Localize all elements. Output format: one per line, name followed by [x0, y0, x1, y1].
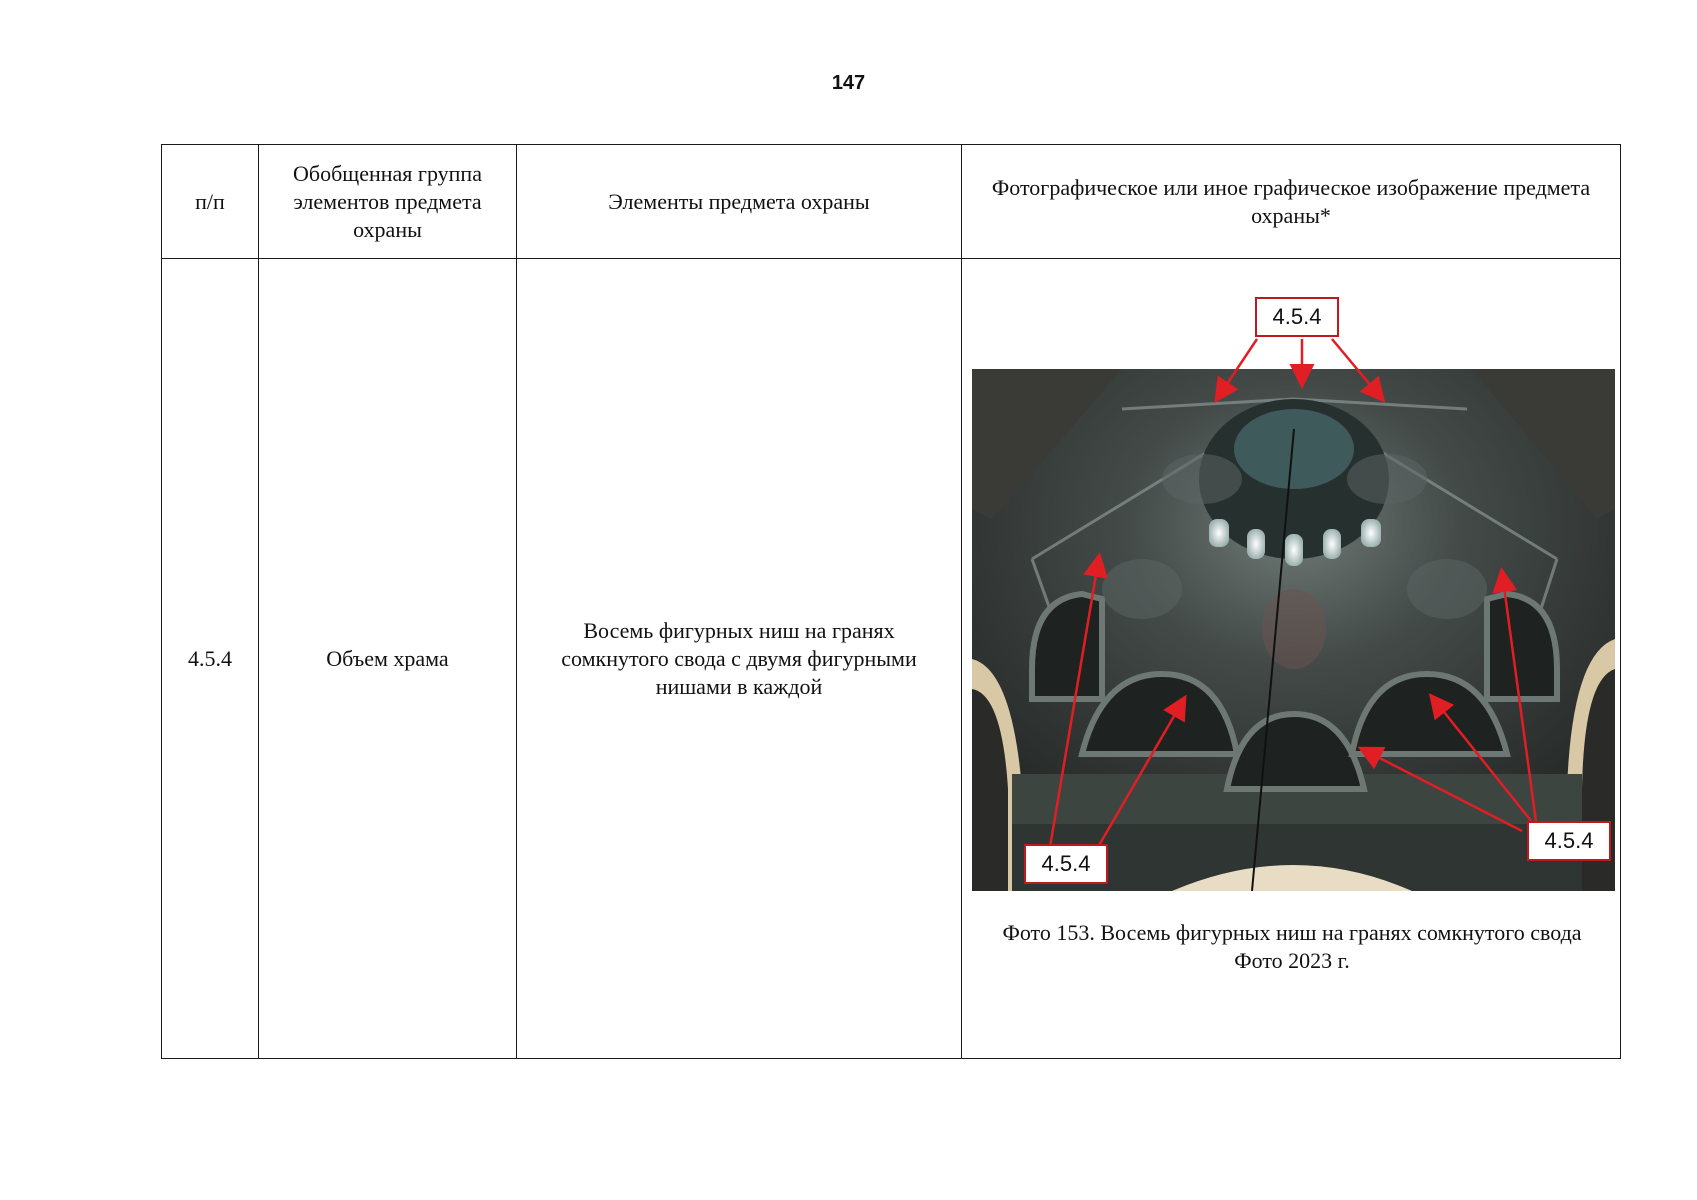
- callout-label-left: 4.5.4: [1024, 844, 1108, 884]
- page-number: 147: [831, 72, 866, 94]
- protection-table: [161, 144, 1621, 1059]
- table-row: [162, 259, 1621, 1059]
- photo-caption: [982, 919, 1602, 975]
- header-group: Обобщенная группа элементов предмета охраны: [259, 145, 517, 259]
- caption-line-1: Фото 153. Восемь фигурных ниш на гранях сомкнутого свода: [1002, 920, 1582, 945]
- header-elements: Элементы предмета охраны: [517, 145, 962, 259]
- cell-group: Объем храма: [259, 259, 517, 1059]
- caption-line-2: Фото 2023 г.: [1234, 948, 1350, 973]
- header-image: Фотографическое или иное графическое изображение предмета охраны*: [962, 145, 1621, 259]
- cell-photo: [962, 259, 1621, 1059]
- table-header-row: [162, 145, 1621, 259]
- callout-label-right: 4.5.4: [1527, 821, 1611, 861]
- callout-label-top: 4.5.4: [1255, 297, 1339, 337]
- header-number: п/п: [162, 145, 259, 259]
- cell-elements: Восемь фигурных ниш на гранях сомкнутого свода с двумя фигурными нишами в каждой: [517, 259, 962, 1059]
- photo-block: [962, 259, 1621, 1059]
- cell-number: 4.5.4: [162, 259, 259, 1059]
